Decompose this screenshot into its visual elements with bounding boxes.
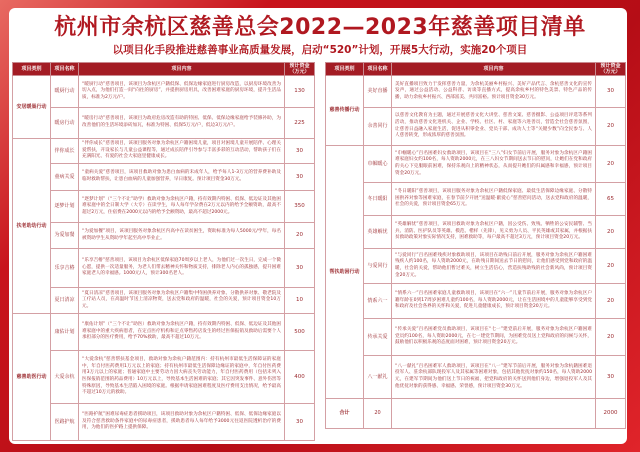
project-funds: 500 — [285, 314, 315, 351]
project-funds: 20 — [285, 223, 315, 249]
table-row — [13, 139, 315, 164]
project-name: 冬日暖阳 — [364, 183, 392, 216]
table-row — [326, 249, 626, 284]
table-row — [13, 404, 315, 441]
project-name: 乐享吉椿 — [51, 249, 79, 288]
project-name: 童病关爱 — [51, 164, 79, 191]
project-funds: 20 — [596, 216, 626, 249]
project-content: 以慈善文化教育为主题，通过开展慈善文化大讲堂、慈善文案、慈善摄影、公益项目评选等系列活动，推动慈善文化进机关、企业、学校、社区、村、家庭等六进善员，营造全社会慈善氛围，让慈善日益融入家庭生活，促进从积零金业、党员干部、成功人士等“关键少数”向全民参与、人人慈善转变，形成浓厚的慈善氛围。 — [392, 108, 596, 146]
table-header — [13, 63, 315, 76]
project-content: “冬日暖阳”慈善项目，该项目服务对象为余杭区户籍低保家庭、最低生活保障边缘家庭、分散特困供养对象等困难家庭，在春节前夕开展“送温暖·献爱心”慈善慰问活动，送去党和政府的温暖，社会的关爱，预计项目资金65万元。 — [392, 183, 596, 216]
header-content: 项目内容 — [79, 63, 285, 76]
project-name: 暖房行动 — [51, 108, 79, 139]
project-funds: 350 — [285, 191, 315, 223]
project-name: 医路护航 — [51, 404, 79, 441]
project-name: 巾帼暖心 — [364, 146, 392, 183]
project-content: “康佑计划”（“三个不让”助医）救助对象为余杭区户籍，持有效期内特困、低保、低边证及其他困难家庭中的重大疾病患者，在定点医疗机构和定点零售药店发生的经过医保报销及救助后需要个人承担部分的医疗费用，给予70%救助，最高不超过10万元。 — [79, 314, 285, 351]
page-subtitle: 以项目化手段推进慈善事业高质量发展，启动“520”计划，开展5大行动，实施20个项目 — [112, 44, 528, 56]
category-cell: 慈善助医行动 — [13, 314, 51, 441]
project-name: 康佑计划 — [51, 314, 79, 351]
project-content: “医路护航”困难尿毒症患者援助项目，该项目救助对象为余杭区户籍特困、低保、低保边缘家庭以及符合慈善救助条件家庭中的尿毒症患者，援助患者每人每年给予3000元往返医院透析治疗的费用，为他们的医护路上提供保障。 — [79, 404, 285, 441]
header-content: 项目内容 — [392, 63, 596, 76]
table-row — [326, 108, 626, 146]
project-funds: 65 — [596, 183, 626, 216]
project-funds: 30 — [285, 164, 315, 191]
category-cell: 安居暖巢行动 — [13, 76, 51, 139]
table-row — [13, 108, 315, 139]
project-content: “暖厨行动”慈善项目，该项目为余杭区户籍低保、低保边缘家庭进行厨房改造，以厨房环境改善为切入点，为他们打造一间“向往的厨房”，并提供厨房用具，改善困难家庭的厨房环境，提升生活品质，标准为2万元/户。 — [79, 76, 285, 108]
project-content: “大爱余杭”慈善帮扶基金项目，救助对象为余杭户籍范围内：持有杭州市最低生活保障证的家庭中，年自付医药费用1万元以上的家庭；持有杭州市最低生活保障边缘证的家庭中，年自付医药费用3万元以上的家庭；普通家庭中主要劳动力因大病丧失劳动能力，年自付医药费用（包括未列入医保报销范围的药品费用）10万元以上，导致基本生活困难的家庭；其它因突发事件、意外伤害等特殊原因，导致基本生活陷入困境的家庭。根据申请家庭困难程度及医疗费用支出情况，给予最高不超过10万元的救助。 — [79, 351, 285, 404]
project-content: 美好直播项目致力于发挥慈善力量，为余杭美丽乡村振兴、美好产品代言、余杭慈善文化的宣传发声，通过公益活动、公益科普、访谈等直播方式，提高余杭乡村的特色美景、特色产品的传播，助力余杭乡村振兴、西部富美、共同富裕。预计项目资金30万元。 — [392, 76, 596, 108]
project-name: 逐梦计划 — [51, 191, 79, 223]
table-row — [13, 249, 315, 288]
table-row — [13, 191, 315, 223]
total-count: 20 — [364, 399, 392, 429]
header-funds: 预计资金（万元） — [596, 63, 626, 76]
project-table-left — [12, 62, 315, 441]
project-name: 为爱加餐 — [51, 223, 79, 249]
project-content: “英雄解忧”慈善项目，该项目救助对象为余杭区户籍，因公受伤、致残、牺牲的公安民辅警、当兵、消防、医护队员等英雄、模范、楷样（先锋），见义勇为人员、平民英雄或其家属，并根据扶贫救助政策对象实际情况支持，困难救助等，每户最高不超过3万元，预计项目资金20万元。 — [392, 216, 596, 249]
project-content: “与爱同行”百名困难残疾对象救助项目，该项目在助残日前后开展，服务对象为余杭区户籍困难残疾人约100名，每人资助2000元，在助残日期间送去节日的慰问，让他们感受到党和政府的温暖，社会的关爱，帮助他们暂过难关，树立生活信心，营造扶残助残的社会新风尚，预计项目资金20万元。 — [392, 249, 596, 284]
total-row — [326, 399, 626, 429]
project-funds: 400 — [285, 351, 315, 404]
project-funds: 30 — [596, 356, 626, 399]
header-category: 项目类别 — [13, 63, 51, 76]
project-funds: 10 — [285, 288, 315, 314]
project-content: “乐享吉椿”慈善项目，该项目为余杭区低保家庭70周岁以上老人，为他们过一次生日，完成一个微心愿，提供一次适量服务，为老人们带去精神关怀和物质支持，排除老人内心的孤独感，提升困难家庭老人的幸福感。1000元/人，预计300名老人。 — [79, 249, 285, 288]
table-row — [13, 351, 315, 404]
total-label: 合计 — [326, 399, 364, 429]
project-funds: 20 — [596, 284, 626, 319]
project-funds: 225 — [285, 108, 315, 139]
table-row — [13, 288, 315, 314]
header-name: 项目名称 — [51, 63, 79, 76]
page-title: 杭州市余杭区慈善总会2022—2023年慈善项目清单 — [54, 15, 586, 40]
total-empty — [392, 399, 596, 429]
project-table-right — [325, 62, 626, 429]
project-content: “逐梦计划”（“三个不让”助学）救助对象为余杭区户籍，持有效期内特困、低保、低边证及其他困难家庭中的全日制大学（大专）在读学生，每人每年学杂费在2万元以内的给予全额资助，最高不超过2万元，住宿费在2000元以内的给予全额资助，最高不超过2000元。 — [79, 191, 285, 223]
project-name: 余善同行 — [364, 108, 392, 146]
project-funds: 20 — [596, 108, 626, 146]
table-row — [13, 314, 315, 351]
project-funds: 20 — [596, 146, 626, 183]
project-name: 英雄解忧 — [364, 216, 392, 249]
category-cell: 扶老助幼行动 — [13, 139, 51, 314]
header-funds: 预计资金（万元） — [285, 63, 315, 76]
table-row — [326, 146, 626, 183]
project-funds: 30 — [285, 404, 315, 441]
table-header — [326, 63, 626, 76]
project-name: 与爱同行 — [364, 249, 392, 284]
project-funds: 130 — [285, 76, 315, 108]
project-name: 美好直播 — [364, 76, 392, 108]
project-funds: 30 — [285, 249, 315, 288]
table-row — [326, 183, 626, 216]
table-row — [326, 216, 626, 249]
project-funds: 20 — [596, 249, 626, 284]
project-funds: 20 — [596, 319, 626, 356]
project-content: “暖房行动”慈善项目，该项目为政府危房改造有助的特困、低保、低保边缘家庭给予装修补助，为改善他们的生活环境添砖加瓦，标准为特困、低保5万元/户，低边3万元/户。 — [79, 108, 285, 139]
table-row — [13, 164, 315, 191]
project-content: “巾帼暖心”百名困难妇女救助项目，该项目在“三八”妇女节前后开展，服务对象为余杭区户籍困难家庭妇女约100名，每人资助2000元，在三八妇女节期间送去节日的慰问，让她们在党和政府的关心下克服眼前困难，保持乐观向上的精神状态，从而提升她们的归属感和幸福感，预计项目资金20万元。 — [392, 146, 596, 183]
table-row — [326, 284, 626, 319]
header-name: 项目名称 — [364, 63, 392, 76]
table-row — [326, 319, 626, 356]
category-cell: 帮扶助困行动 — [326, 146, 364, 399]
project-content: “夏日清凉”慈善项目，该项目服务对象为余杭区户籍集中特困供养对象、分散供养对象、敬老院及工疗站人员，在高温时节送上清凉物资，送去党和政府的温暖，社会的关爱，预计项目资金10万元。 — [79, 288, 285, 314]
category-cell: 慈善传播行动 — [326, 76, 364, 146]
total-funds: 2000 — [596, 399, 626, 429]
project-content: “情系六一”百名困难家庭儿童救助项目，该项目在“六一”儿童节前后开展，服务对象为余杭区户籍年龄在0到17周岁困难儿童约100名，每人资助2000元，让在生活困境中的儿童能够享受到党和政府及社会各界的关怀和关爱，促进儿童健康成长，预计项目资金20万元。 — [392, 284, 596, 319]
project-content: “为爱加餐”项目，该项目服务对象余杭区内高中在读贫困生，资助标准为每人5000元/学年，每名被资助学生从资助学年起至高中毕业止。 — [79, 223, 285, 249]
table-row — [326, 356, 626, 399]
project-content: “八一献礼”百名困难军人救助项目，该项目在“八一”建军节前后开展，服务对象为余杭籍困难退役军人、驻余杭部队现役军人及其家属等困难对象，包括其他优抚对象约150名，每人资助2000元，在建军节期间为他们送上节日的祝福，把党和政府的关怀送到他们身边，增强退役军人及其他优抚对象的获得感、幸福感、荣誉感，预计项目资金30万元。 — [392, 356, 596, 399]
project-name: 伴你成长 — [51, 139, 79, 164]
project-content: “传承关爱”百名困难党员救助项目，该项目在“七一”建党前后开展，服务对象为余杭区户籍困难党员约100名，每人资助2000元，在七一建党节期间，为困难党员送上党和政府的问候与关怀，鼓励他们以积极乐观的态度面对困难，预计项目资金20万元。 — [392, 319, 596, 356]
table-row — [13, 76, 315, 108]
project-name: 大爱余杭 — [51, 351, 79, 404]
table-row — [326, 76, 626, 108]
project-name: 八一献礼 — [364, 356, 392, 399]
project-content: “童病关爱”慈善项目，该项目救助对象为患白血病的未成年人，给予每人1-3万元的营养费补助及临时救助帮扶，让患白血病的儿童加强营养，早日康复。预计项目资金30万元。 — [79, 164, 285, 191]
project-funds: 30 — [596, 76, 626, 108]
header-category: 项目类别 — [326, 63, 364, 76]
project-name: 夏日清凉 — [51, 288, 79, 314]
project-content: “伴你成长”慈善项目，该项目服务对象为余杭区户籍困境儿童，项目对困境儿童开展陪伴、心理关爱帮扶，开设家长与儿童公益课程等，通过成长陪伴引导参与丰富多彩的互动活动，帮助孩子们在充满阳光、有爱的社会大家庭里健康成长。 — [79, 139, 285, 164]
project-funds: 30 — [285, 139, 315, 164]
table-row — [13, 223, 315, 249]
project-name: 情系六一 — [364, 284, 392, 319]
project-name: 传承关爱 — [364, 319, 392, 356]
project-name: 暖厨行动 — [51, 76, 79, 108]
